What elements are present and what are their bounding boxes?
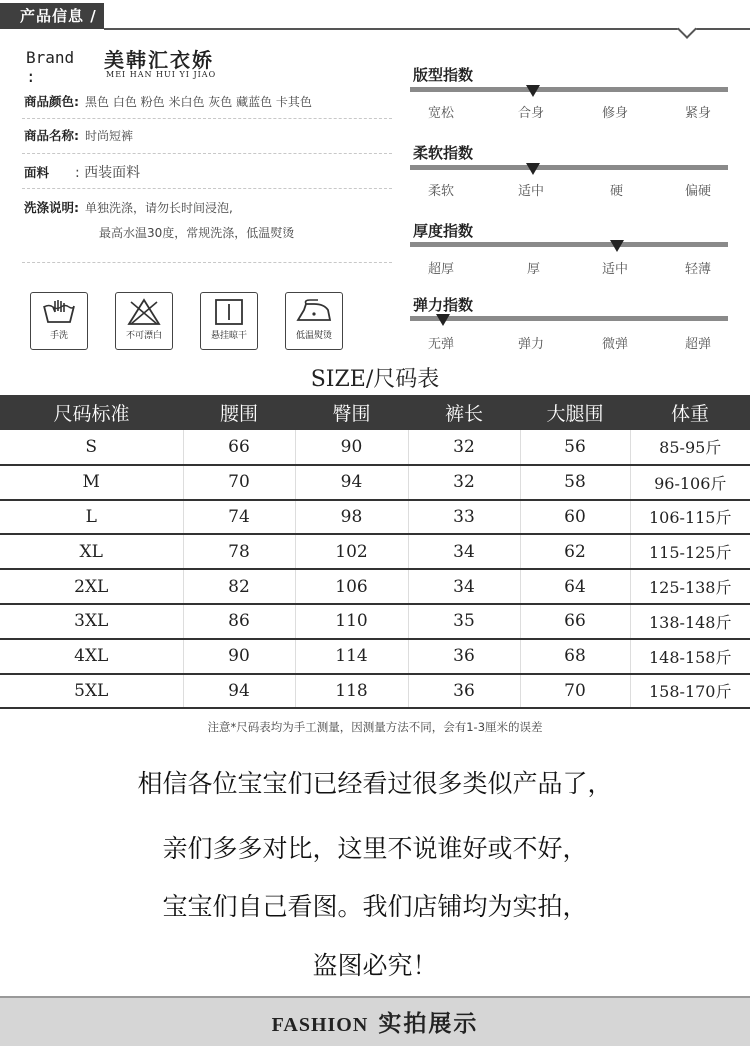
index-option: 微弹 [602, 337, 629, 352]
header-weight: 体重 [630, 395, 750, 430]
table-cell: L [0, 500, 183, 535]
index-option: 硬 [610, 184, 624, 199]
table-cell: 74 [183, 500, 295, 535]
table-cell: 34 [408, 569, 520, 604]
index-options [410, 102, 728, 120]
care-label: 手洗 [49, 331, 68, 341]
care-icons [30, 292, 350, 350]
measurement-note: 注意*尺码表均为手工测量，因测量方法不同，会有1-3厘米的误差 [207, 720, 543, 734]
table-cell: 138-148斤 [630, 604, 750, 639]
table-cell: 34 [408, 534, 520, 569]
table-cell: 90 [183, 639, 295, 674]
index-option: 适中 [602, 262, 629, 277]
product-name-value: 时尚短裤 [85, 129, 134, 143]
wash-line-2: 最高水温30度，常规洗涤，低温熨烫 [99, 226, 295, 240]
table-row [0, 639, 750, 674]
table-cell: S [0, 430, 183, 465]
table-cell: 36 [408, 639, 520, 674]
divider [22, 188, 392, 189]
table-cell: 35 [408, 604, 520, 639]
no-bleach-icon [126, 298, 162, 326]
message-line-3: 宝宝们自己看图。我们店铺均为实拍， [162, 892, 588, 921]
care-hand-wash [30, 292, 88, 350]
index-options [410, 333, 728, 351]
table-cell: 68 [520, 639, 630, 674]
table-row [0, 534, 750, 569]
index-option: 紧身 [685, 106, 712, 121]
hang-dry-icon [211, 298, 247, 326]
table-cell: M [0, 465, 183, 500]
header-hip: 臀围 [295, 395, 408, 430]
care-no-bleach [115, 292, 173, 350]
header-divider [104, 28, 750, 30]
wash-line-1: 单独洗涤，请勿长时间浸泡, [85, 201, 233, 215]
table-cell: 58 [520, 465, 630, 500]
fabric-row [24, 162, 140, 182]
care-label: 悬挂晾干 [210, 331, 247, 341]
index-marker [610, 240, 624, 252]
index-marker [526, 85, 540, 97]
header-notch [677, 19, 697, 39]
index-bar [410, 316, 728, 321]
table-row [0, 465, 750, 500]
table-cell: 66 [520, 604, 630, 639]
table-row [0, 430, 750, 465]
index-bar [410, 242, 728, 247]
table-cell: 98 [295, 500, 408, 535]
size-table [0, 395, 750, 709]
size-table-title: SIZE/尺码表 [310, 367, 440, 392]
table-cell: 32 [408, 465, 520, 500]
index-option: 无弹 [428, 337, 455, 352]
table-cell: 106-115斤 [630, 500, 750, 535]
index-option: 适中 [518, 184, 545, 199]
index-bar [410, 87, 728, 92]
table-cell: 56 [520, 430, 630, 465]
table-cell: 90 [295, 430, 408, 465]
table-cell: 64 [520, 569, 630, 604]
index-option: 柔软 [428, 184, 455, 199]
index-option: 轻薄 [685, 262, 712, 277]
divider [22, 153, 392, 154]
index-options [410, 180, 728, 198]
table-cell: 85-95斤 [630, 430, 750, 465]
message-line-2: 亲们多多对比，这里不说谁好或不好， [162, 834, 588, 863]
header-thigh: 大腿围 [520, 395, 630, 430]
message-line-1: 相信各位宝宝们已经看过很多类似产品了， [137, 769, 613, 798]
color-label: 商品颜色: [24, 94, 79, 109]
index-title: 厚度指数 [413, 222, 474, 240]
table-row [0, 569, 750, 604]
hand-wash-icon [41, 298, 77, 326]
table-cell: 70 [183, 465, 295, 500]
index-option: 宽松 [428, 106, 455, 121]
table-cell: 4XL [0, 639, 183, 674]
table-cell: 70 [520, 674, 630, 709]
header-length: 裤长 [408, 395, 520, 430]
table-cell: 82 [183, 569, 295, 604]
index-option: 超厚 [428, 262, 455, 277]
table-row [0, 604, 750, 639]
table-cell: 158-170斤 [630, 674, 750, 709]
fabric-value: : 西装面料 [75, 165, 141, 181]
index-title: 版型指数 [413, 66, 474, 84]
table-cell: 33 [408, 500, 520, 535]
index-title: 弹力指数 [413, 296, 474, 314]
table-row [0, 500, 750, 535]
table-cell: 66 [183, 430, 295, 465]
table-cell: 3XL [0, 604, 183, 639]
index-options [410, 258, 728, 276]
index-option: 弹力 [518, 337, 545, 352]
wash-label: 洗涤说明: [24, 200, 79, 215]
index-title: 柔软指数 [413, 144, 474, 162]
footer-title-en: FASHION [271, 1014, 369, 1036]
table-cell: 114 [295, 639, 408, 674]
brand-name: 美韩汇衣娇 [104, 48, 214, 72]
index-marker [436, 314, 450, 326]
table-cell: 60 [520, 500, 630, 535]
table-cell: 110 [295, 604, 408, 639]
divider [22, 262, 392, 263]
table-cell: 102 [295, 534, 408, 569]
care-low-iron [285, 292, 343, 350]
care-label: 低温熨烫 [295, 331, 332, 341]
table-cell: 115-125斤 [630, 534, 750, 569]
index-option: 合身 [518, 106, 545, 121]
table-cell: 86 [183, 604, 295, 639]
color-row [24, 92, 312, 110]
header-waist: 腰围 [183, 395, 295, 430]
care-hang-dry [200, 292, 258, 350]
table-cell: 32 [408, 430, 520, 465]
table-cell: 36 [408, 674, 520, 709]
index-option: 超弹 [685, 337, 712, 352]
index-option: 厚 [527, 262, 541, 277]
table-cell: XL [0, 534, 183, 569]
table-row [0, 674, 750, 709]
table-cell: 62 [520, 534, 630, 569]
table-cell: 148-158斤 [630, 639, 750, 674]
table-cell: 96-106斤 [630, 465, 750, 500]
message-line-4: 盗图必究！ [312, 951, 438, 980]
index-marker [526, 163, 540, 175]
table-cell: 2XL [0, 569, 183, 604]
table-cell: 94 [183, 674, 295, 709]
divider [22, 118, 392, 119]
index-bar [410, 165, 728, 170]
footer-title-cn: 实拍展示 [378, 1011, 479, 1037]
table-cell: 118 [295, 674, 408, 709]
color-value: 黑色 白色 粉色 米白色 灰色 藏蓝色 卡其色 [85, 95, 312, 109]
header-size: 尺码标准 [0, 395, 183, 430]
product-name-label: 商品名称: [24, 128, 79, 143]
fabric-label: 面料 [24, 165, 50, 180]
care-label: 不可漂白 [125, 331, 162, 341]
brand-label: Brand : [26, 48, 75, 86]
wash-row [24, 198, 233, 216]
product-name-row [24, 126, 133, 144]
table-cell: 106 [295, 569, 408, 604]
table-cell: 94 [295, 465, 408, 500]
table-header-row [0, 395, 750, 430]
footer-divider [0, 996, 750, 998]
table-cell: 5XL [0, 674, 183, 709]
section-tab-product-info: 产品信息 / [0, 3, 104, 29]
table-cell: 125-138斤 [630, 569, 750, 604]
brand-pinyin: MEI HAN HUI YI JIAO [106, 70, 217, 79]
table-cell: 78 [183, 534, 295, 569]
index-option: 偏硬 [685, 184, 712, 199]
index-option: 修身 [602, 106, 629, 121]
footer-title [0, 1005, 750, 1038]
low-iron-icon [294, 298, 334, 326]
